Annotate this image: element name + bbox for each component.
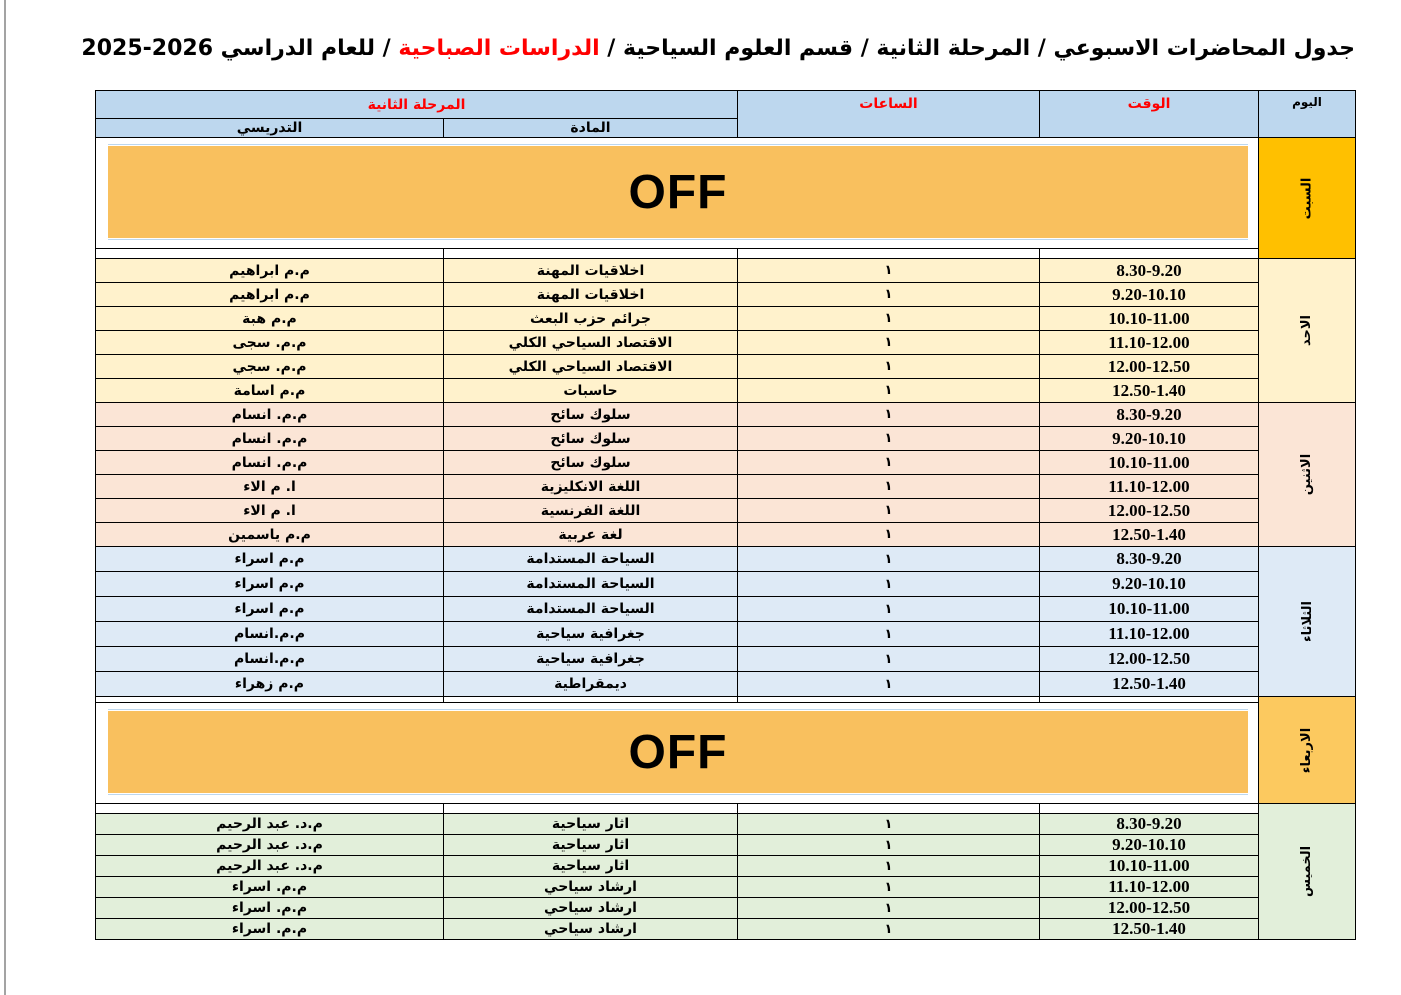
subject-cell: جغرافية سياحية <box>444 647 738 672</box>
table-row <box>96 898 1356 919</box>
hours-cell: ١ <box>738 499 1040 523</box>
time-cell: 9.20-10.10 <box>1040 283 1259 307</box>
hours-cell: ١ <box>738 523 1040 547</box>
header-day: اليوم <box>1259 91 1356 138</box>
day-cell-tuesday: الثلاثاء <box>1259 547 1356 697</box>
header-hours: الساعات <box>738 91 1040 138</box>
table-row <box>96 814 1356 835</box>
teacher-cell: م.م. اسراء <box>96 919 444 940</box>
teacher-cell: م.م ياسمين <box>96 523 444 547</box>
hours-cell: ١ <box>738 475 1040 499</box>
time-cell: 8.30-9.20 <box>1040 814 1259 835</box>
teacher-cell: م.م ابراهيم <box>96 259 444 283</box>
hours-cell: ١ <box>738 814 1040 835</box>
teacher-cell: م.م. انسام <box>96 427 444 451</box>
teacher-cell: م.م. انسام <box>96 451 444 475</box>
spacer-row <box>96 804 1356 814</box>
subject-cell: سلوك سائح <box>444 427 738 451</box>
hours-cell: ١ <box>738 355 1040 379</box>
subject-cell: اللغة الانكليزية <box>444 475 738 499</box>
table-row <box>96 856 1356 877</box>
time-cell: 12.50-1.40 <box>1040 672 1259 697</box>
teacher-cell: م.م اسراء <box>96 597 444 622</box>
time-cell: 11.10-12.00 <box>1040 331 1259 355</box>
time-cell: 9.20-10.10 <box>1040 427 1259 451</box>
subject-cell: الاقتصاد السياحي الكلي <box>444 331 738 355</box>
time-cell: 12.00-12.50 <box>1040 898 1259 919</box>
teacher-cell: م.م اسامة <box>96 379 444 403</box>
time-cell: 9.20-10.10 <box>1040 835 1259 856</box>
time-cell: 12.50-1.40 <box>1040 379 1259 403</box>
schedule-table <box>95 90 1356 940</box>
off-cell-wednesday <box>96 703 1259 804</box>
table-row <box>96 672 1356 697</box>
table-row <box>96 427 1356 451</box>
hours-cell: ١ <box>738 856 1040 877</box>
time-cell: 10.10-11.00 <box>1040 597 1259 622</box>
teacher-cell: م.م ابراهيم <box>96 283 444 307</box>
table-row <box>96 307 1356 331</box>
off-cell-saturday <box>96 138 1259 249</box>
subject-cell: ارشاد سياحي <box>444 919 738 940</box>
spacer-cell <box>1040 804 1259 814</box>
hours-cell: ١ <box>738 427 1040 451</box>
hours-cell: ١ <box>738 379 1040 403</box>
teacher-cell: م.م زهراء <box>96 672 444 697</box>
table-row-saturday-off <box>96 138 1356 249</box>
spacer-cell <box>738 804 1040 814</box>
teacher-cell: م.م.انسام <box>96 647 444 672</box>
hours-cell: ١ <box>738 597 1040 622</box>
subject-cell: اخلاقيات المهنة <box>444 283 738 307</box>
subject-cell: اللغة الفرنسية <box>444 499 738 523</box>
subject-cell: اثار سياحية <box>444 835 738 856</box>
table-row <box>96 547 1356 572</box>
table-row <box>96 403 1356 427</box>
teacher-cell: م.م. اسراء <box>96 877 444 898</box>
time-cell: 12.50-1.40 <box>1040 523 1259 547</box>
page-title <box>81 36 1355 61</box>
title-segment-morning-studies: الدراسات الصباحية <box>398 36 600 61</box>
time-cell: 10.10-11.00 <box>1040 856 1259 877</box>
hours-cell: ١ <box>738 259 1040 283</box>
time-cell: 8.30-9.20 <box>1040 403 1259 427</box>
day-cell-thursday: الخميس <box>1259 804 1356 940</box>
subject-cell: سلوك سائح <box>444 403 738 427</box>
time-cell: 9.20-10.10 <box>1040 572 1259 597</box>
teacher-cell: م.د. عبد الرحيم <box>96 856 444 877</box>
hours-cell: ١ <box>738 451 1040 475</box>
off-wrap <box>108 144 1248 240</box>
table-row <box>96 622 1356 647</box>
time-cell: 12.00-12.50 <box>1040 499 1259 523</box>
subject-cell: جغرافية سياحية <box>444 622 738 647</box>
time-cell: 12.00-12.50 <box>1040 647 1259 672</box>
table-row <box>96 597 1356 622</box>
time-cell: 11.10-12.00 <box>1040 877 1259 898</box>
time-cell: 12.50-1.40 <box>1040 919 1259 940</box>
spacer-cell <box>96 804 444 814</box>
subject-cell: الاقتصاد السياحي الكلي <box>444 355 738 379</box>
hours-cell: ١ <box>738 622 1040 647</box>
subject-cell: جرائم حزب البعث <box>444 307 738 331</box>
teacher-cell: م.م اسراء <box>96 572 444 597</box>
teacher-cell: م.م. اسراء <box>96 898 444 919</box>
table-row <box>96 523 1356 547</box>
hours-cell: ١ <box>738 547 1040 572</box>
hours-cell: ١ <box>738 919 1040 940</box>
subject-cell: ارشاد سياحي <box>444 898 738 919</box>
table-row <box>96 835 1356 856</box>
table-row <box>96 647 1356 672</box>
subject-cell: لغة عربية <box>444 523 738 547</box>
page-edge-line <box>4 0 6 995</box>
teacher-cell: م.د. عبد الرحيم <box>96 814 444 835</box>
hours-cell: ١ <box>738 331 1040 355</box>
hours-cell: ١ <box>738 572 1040 597</box>
time-cell: 11.10-12.00 <box>1040 622 1259 647</box>
time-cell: 8.30-9.20 <box>1040 259 1259 283</box>
teacher-cell: م.م. سجي <box>96 355 444 379</box>
subject-cell: سلوك سائح <box>444 451 738 475</box>
time-cell: 8.30-9.20 <box>1040 547 1259 572</box>
title-segment-1: جدول المحاضرات الاسبوعي / المرحلة الثانية / قسم العلوم السياحية / <box>599 36 1355 61</box>
subject-cell: ارشاد سياحي <box>444 877 738 898</box>
table-row <box>96 379 1356 403</box>
table-row <box>96 283 1356 307</box>
day-cell-wednesday: الاربعاء <box>1259 697 1356 804</box>
time-cell: 11.10-12.00 <box>1040 475 1259 499</box>
table-row <box>96 499 1356 523</box>
spacer-cell <box>1040 249 1259 259</box>
subject-cell: السياحة المستدامة <box>444 572 738 597</box>
table-row <box>96 451 1356 475</box>
table-row <box>96 877 1356 898</box>
header-teacher: التدريسي <box>96 119 444 138</box>
hours-cell: ١ <box>738 835 1040 856</box>
table-row <box>96 572 1356 597</box>
hours-cell: ١ <box>738 647 1040 672</box>
subject-cell: السياحة المستدامة <box>444 597 738 622</box>
table-row <box>96 259 1356 283</box>
teacher-cell: م.م. انسام <box>96 403 444 427</box>
subject-cell: اثار سياحية <box>444 856 738 877</box>
table-row <box>96 475 1356 499</box>
spacer-cell <box>444 804 738 814</box>
hours-cell: ١ <box>738 898 1040 919</box>
teacher-cell: م.م.انسام <box>96 622 444 647</box>
spacer-cell <box>96 249 444 259</box>
title-segment-academic-year: / للعام الدراسي 2026-2025 <box>81 36 399 61</box>
spacer-row <box>96 249 1356 259</box>
day-cell-saturday: السبت <box>1259 138 1356 259</box>
teacher-cell: م.م هبة <box>96 307 444 331</box>
subject-cell: حاسبات <box>444 379 738 403</box>
subject-cell: ديمقراطية <box>444 672 738 697</box>
table-row <box>96 331 1356 355</box>
hours-cell: ١ <box>738 403 1040 427</box>
header-row-1 <box>96 91 1356 119</box>
header-time: الوقت <box>1040 91 1259 138</box>
subject-cell: السياحة المستدامة <box>444 547 738 572</box>
time-cell: 10.10-11.00 <box>1040 307 1259 331</box>
hours-cell: ١ <box>738 672 1040 697</box>
time-cell: 12.00-12.50 <box>1040 355 1259 379</box>
header-stage: المرحلة الثانية <box>96 91 738 119</box>
hours-cell: ١ <box>738 307 1040 331</box>
teacher-cell: ا. م الاء <box>96 499 444 523</box>
table-row <box>96 919 1356 940</box>
off-wrap <box>108 709 1248 795</box>
teacher-cell: م.م اسراء <box>96 547 444 572</box>
hours-cell: ١ <box>738 877 1040 898</box>
spacer-cell <box>738 249 1040 259</box>
header-subject: المادة <box>444 119 738 138</box>
off-block-saturday: OFF <box>108 146 1248 238</box>
off-block-wednesday: OFF <box>108 711 1248 793</box>
time-cell: 10.10-11.00 <box>1040 451 1259 475</box>
day-cell-monday: الاثنين <box>1259 403 1356 547</box>
teacher-cell: م.د. عبد الرحيم <box>96 835 444 856</box>
table-row <box>96 355 1356 379</box>
day-cell-sunday: الاحد <box>1259 259 1356 403</box>
hours-cell: ١ <box>738 283 1040 307</box>
teacher-cell: م.م. سجى <box>96 331 444 355</box>
table-row-wednesday-off <box>96 703 1356 804</box>
subject-cell: اخلاقيات المهنة <box>444 259 738 283</box>
subject-cell: اثار سياحية <box>444 814 738 835</box>
spacer-cell <box>444 249 738 259</box>
teacher-cell: ا. م الاء <box>96 475 444 499</box>
